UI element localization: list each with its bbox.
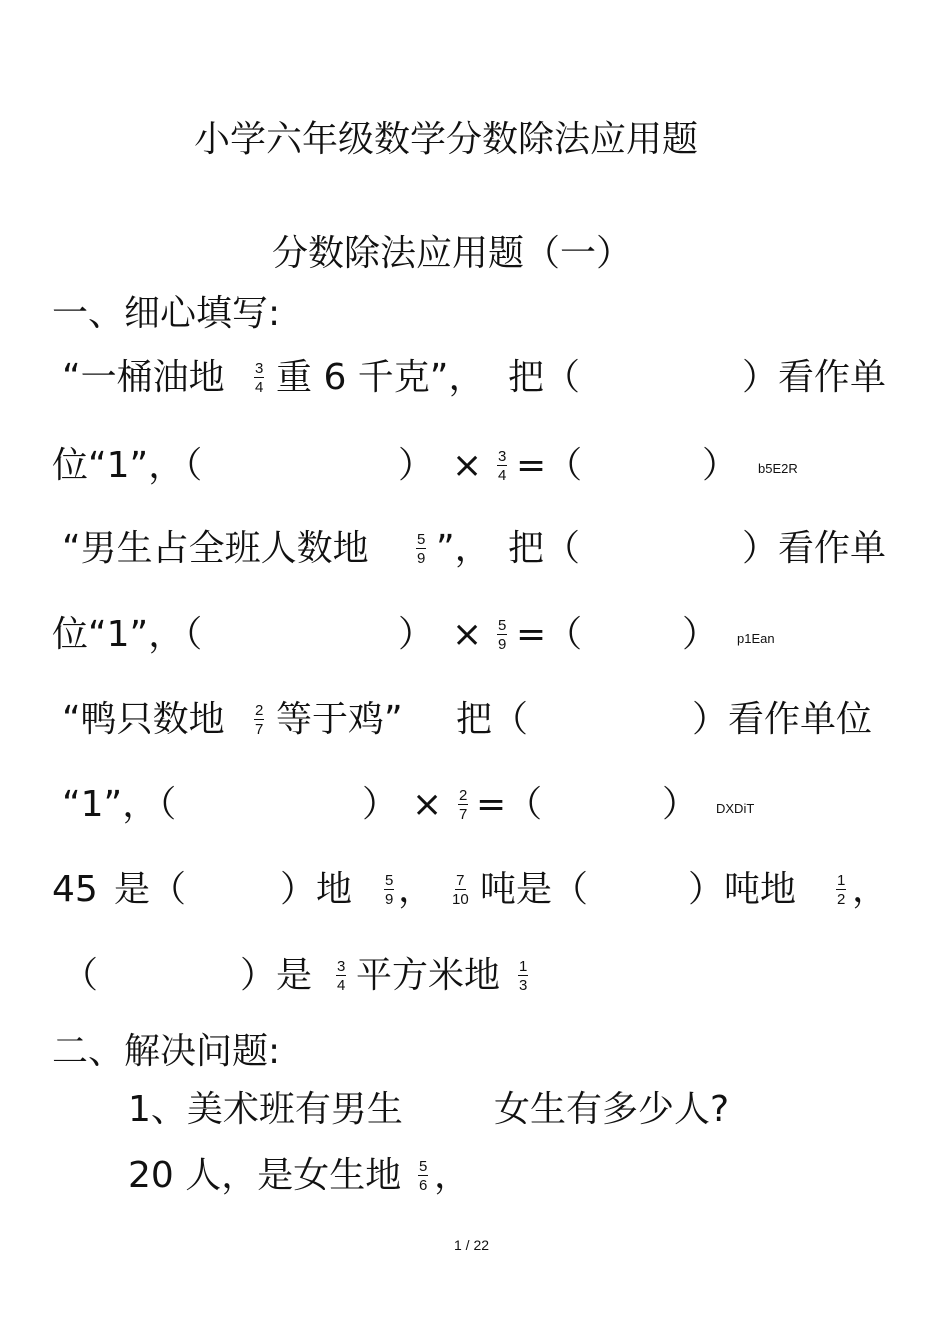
text: ）看作单: [742, 357, 887, 398]
text: 女生有多少人?: [494, 1089, 730, 1130]
text: 重 6 千克”，: [276, 357, 485, 398]
text: “1”，（: [62, 784, 177, 825]
text: =（: [516, 445, 583, 486]
fraction: [384, 873, 394, 907]
text: “鸭只数地: [62, 699, 225, 740]
text: 位“1”，（: [52, 614, 203, 655]
fraction: [336, 959, 346, 993]
text: ，: [852, 869, 889, 910]
denominator: 4: [255, 379, 264, 396]
text: ”，: [436, 528, 491, 569]
text: 把（: [508, 357, 581, 398]
denominator: 10: [452, 891, 469, 908]
text: ，: [434, 1155, 471, 1196]
fraction: [254, 361, 264, 395]
denominator: 9: [498, 636, 507, 653]
text: ）: [398, 445, 435, 486]
fraction: [497, 618, 507, 652]
section-heading-1: 一、细心填写:: [52, 293, 281, 334]
text: =（: [516, 614, 583, 655]
text: 是（: [114, 869, 187, 910]
text: “男生占全班人数地: [62, 528, 369, 569]
numerator: 2: [459, 787, 468, 804]
numerator: 1: [519, 958, 528, 975]
times-sign: ×: [412, 784, 443, 825]
fraction: [518, 959, 528, 993]
fraction: [497, 449, 507, 483]
text: ）吨地: [688, 869, 797, 910]
numerator: 5: [385, 872, 394, 889]
denominator: 9: [417, 550, 426, 567]
text: ）: [398, 614, 435, 655]
fraction: [836, 873, 846, 907]
text: 45: [52, 869, 98, 910]
numerator: 5: [419, 1158, 428, 1175]
section-heading-2: 二、解决问题:: [52, 1031, 281, 1072]
denominator: 9: [385, 891, 394, 908]
code-mark: b5E2R: [758, 461, 798, 476]
text: 1、美术班有男生: [128, 1089, 403, 1130]
code-mark: DXDiT: [716, 801, 755, 816]
denominator: 4: [498, 467, 507, 484]
numerator: 7: [456, 872, 465, 889]
denominator: 7: [255, 721, 264, 738]
fraction: [452, 873, 469, 907]
text: =（: [476, 784, 543, 825]
numerator: 3: [255, 360, 264, 377]
denominator: 7: [459, 806, 468, 823]
denominator: 4: [337, 977, 346, 994]
text: ）是: [240, 955, 313, 996]
text: ）看作单位: [692, 699, 873, 740]
page-title: 小学六年级数学分数除法应用题: [194, 119, 699, 160]
times-sign: ×: [452, 614, 483, 655]
text: “一桶油地: [62, 357, 225, 398]
numerator: 5: [498, 617, 507, 634]
text: ）: [662, 784, 699, 825]
page-number: 1 / 22: [454, 1237, 490, 1253]
denominator: 3: [519, 977, 528, 994]
text: ）: [682, 614, 719, 655]
numerator: 5: [417, 531, 426, 548]
text: 把（: [456, 699, 529, 740]
denominator: 2: [837, 891, 846, 908]
text: ）: [362, 784, 399, 825]
fraction: [254, 703, 264, 737]
code-mark: p1Ean: [737, 631, 775, 646]
fraction: [418, 1159, 428, 1193]
text: ）地: [280, 869, 353, 910]
numerator: 3: [337, 958, 346, 975]
text: 等于鸡”: [276, 699, 403, 740]
page-subtitle: 分数除法应用题（一）: [272, 233, 633, 274]
text: ）: [702, 445, 739, 486]
text: ）看作单: [742, 528, 887, 569]
numerator: 1: [837, 872, 846, 889]
fraction: [416, 532, 426, 566]
text: （: [62, 955, 99, 996]
text: 平方米地: [356, 955, 501, 996]
fraction: [458, 788, 468, 822]
text: 把（: [508, 528, 581, 569]
text: 吨是（: [480, 869, 589, 910]
denominator: 6: [419, 1177, 428, 1194]
text: 20 人，是女生地: [128, 1155, 402, 1196]
numerator: 3: [498, 448, 507, 465]
text: ，: [398, 869, 435, 910]
numerator: 2: [255, 702, 264, 719]
text: 位“1”，（: [52, 445, 203, 486]
times-sign: ×: [452, 445, 483, 486]
